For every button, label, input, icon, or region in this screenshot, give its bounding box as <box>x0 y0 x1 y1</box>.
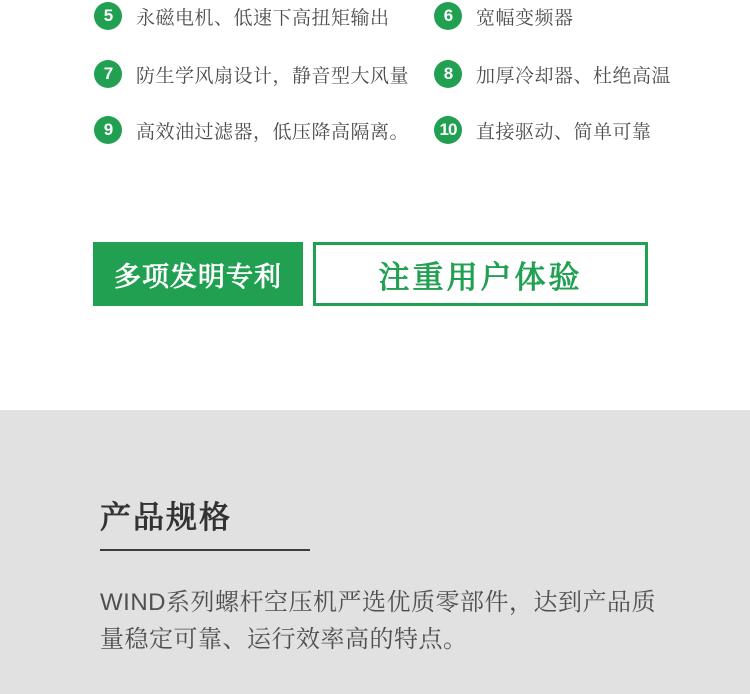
feature-item-8 <box>434 60 671 88</box>
feature-number-badge: 7 <box>94 60 122 88</box>
feature-text: 永磁电机、低速下高扭矩输出 <box>136 7 390 29</box>
feature-item-9 <box>94 116 409 144</box>
feature-item-6 <box>434 2 574 30</box>
feature-number-badge: 10 <box>434 116 462 144</box>
feature-text: 加厚冷却器、杜绝高温 <box>476 65 672 87</box>
feature-text: 直接驱动、简单可靠 <box>476 121 652 143</box>
title-underline <box>100 549 310 551</box>
feature-text: 高效油过滤器，低压降高隔离。 <box>136 121 410 143</box>
feature-number-badge: 5 <box>94 2 122 30</box>
user-experience-banner: 注重用户体验 <box>313 242 648 306</box>
feature-item-5 <box>94 2 390 30</box>
feature-number-badge: 9 <box>94 116 122 144</box>
patent-banner: 多项发明专利 <box>93 242 303 306</box>
feature-text: 宽幅变频器 <box>476 7 574 29</box>
spec-description: WIND系列螺杆空压机严选优质零部件，达到产品质量稳定可靠、运行效率高的特点。 <box>100 589 656 653</box>
feature-text: 防生学风扇设计，静音型大风量 <box>136 65 410 87</box>
spec-section-title: 产品规格 <box>100 500 232 535</box>
feature-number-badge: 8 <box>434 60 462 88</box>
feature-item-7 <box>94 60 409 88</box>
feature-item-10 <box>434 116 652 144</box>
feature-number-badge: 6 <box>434 2 462 30</box>
